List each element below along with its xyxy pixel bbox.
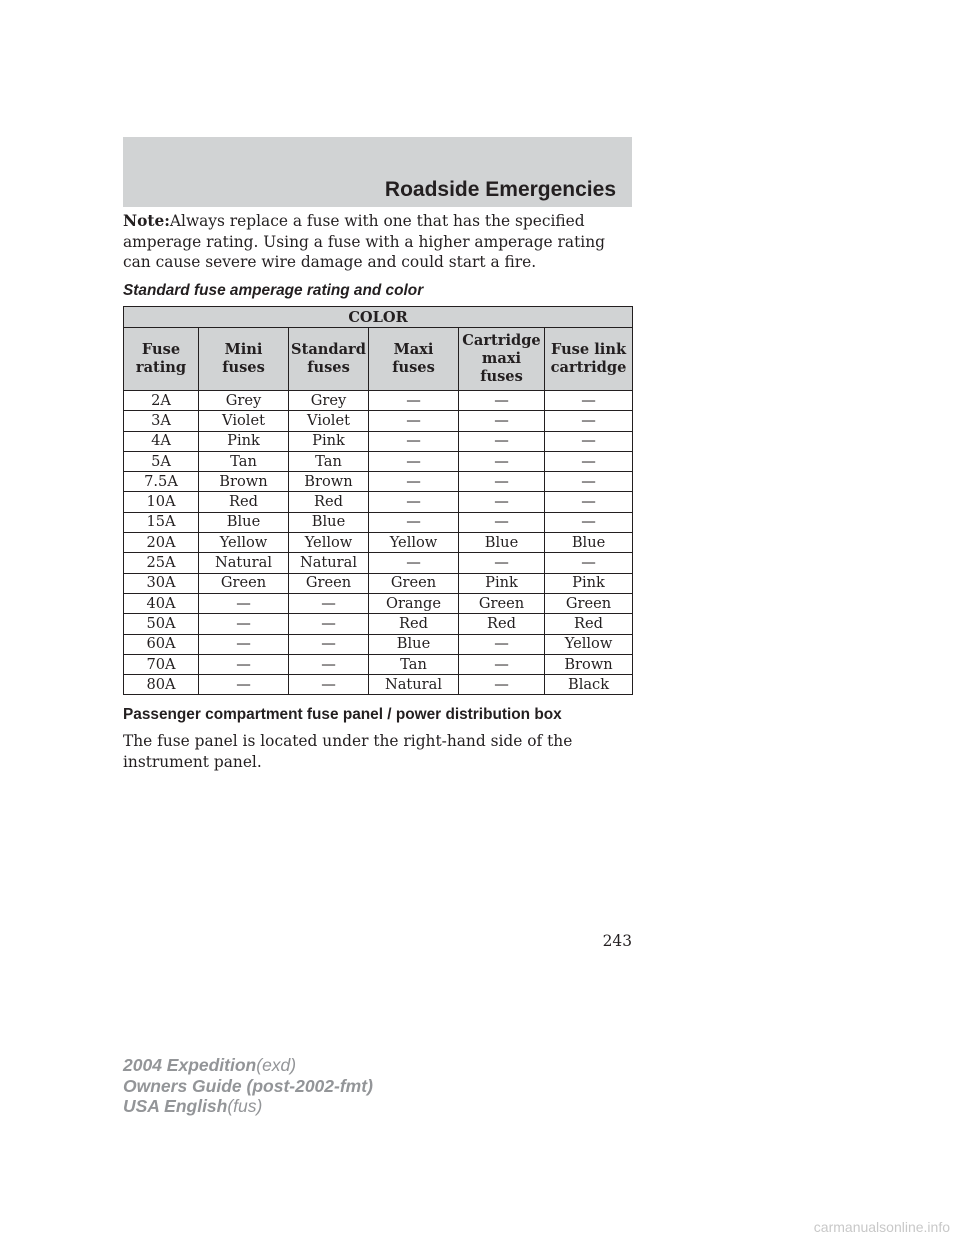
column-header-line: Maxi — [393, 341, 434, 358]
table-cell: Pink — [459, 573, 545, 593]
footer-vehicle-code: (exd) — [256, 1055, 297, 1075]
table-cell: — — [369, 472, 459, 492]
table-cell: Red — [369, 614, 459, 634]
table-cell: Red — [199, 492, 289, 512]
table-cell: Green — [369, 573, 459, 593]
column-header — [459, 328, 545, 391]
table-title: Standard fuse amperage rating and color — [123, 282, 424, 299]
table-row — [124, 472, 633, 492]
table-cell: 20A — [124, 533, 199, 553]
table-cell: — — [369, 492, 459, 512]
column-header-line: rating — [135, 359, 187, 376]
table-row — [124, 512, 633, 532]
table-cell: Yellow — [545, 634, 633, 654]
table-cell: — — [545, 553, 633, 573]
table-cell: — — [459, 431, 545, 451]
footer-vehicle: 2004 Expedition — [123, 1055, 257, 1075]
table-row — [124, 391, 633, 411]
table-body — [124, 391, 633, 695]
table-row — [124, 675, 633, 695]
table-row — [124, 614, 633, 634]
table-row — [124, 654, 633, 674]
table-cell: Green — [545, 593, 633, 613]
table-cell: — — [199, 654, 289, 674]
table-cell: 3A — [124, 411, 199, 431]
column-header — [199, 328, 289, 391]
note-paragraph — [123, 211, 635, 273]
table-cell: Brown — [289, 472, 369, 492]
table-cell: 5A — [124, 451, 199, 471]
table-cell: Orange — [369, 593, 459, 613]
table-cell: Grey — [289, 391, 369, 411]
table-row — [124, 533, 633, 553]
page-number: 243 — [602, 932, 632, 950]
table-cell: 2A — [124, 391, 199, 411]
table-cell: Brown — [199, 472, 289, 492]
column-header-line: cartridge — [550, 359, 627, 376]
table-cell: Natural — [369, 675, 459, 695]
table-cell: Yellow — [199, 533, 289, 553]
table-row — [124, 451, 633, 471]
table-cell: — — [289, 614, 369, 634]
table-cell: 30A — [124, 573, 199, 593]
table-row — [124, 634, 633, 654]
body-paragraph: The fuse panel is located under the right-hand side of the instrument panel. — [123, 732, 573, 771]
table-cell: — — [369, 553, 459, 573]
table-cell: 7.5A — [124, 472, 199, 492]
column-header — [369, 328, 459, 391]
note-label: Note: — [123, 212, 170, 230]
table-cell: 15A — [124, 512, 199, 532]
column-header-line: fuses — [222, 359, 265, 376]
table-cell: Grey — [199, 391, 289, 411]
table-cell: — — [289, 654, 369, 674]
table-cell: 4A — [124, 431, 199, 451]
table-cell: — — [369, 391, 459, 411]
table-cell: — — [459, 553, 545, 573]
table-cell: Blue — [289, 512, 369, 532]
table-cell: Pink — [199, 431, 289, 451]
table-cell: Blue — [369, 634, 459, 654]
table-cell: Blue — [199, 512, 289, 532]
table-cell: 40A — [124, 593, 199, 613]
table-cell: — — [369, 431, 459, 451]
table-cell: — — [369, 411, 459, 431]
table-row — [124, 553, 633, 573]
table-cell: Tan — [199, 451, 289, 471]
table-row — [124, 593, 633, 613]
table-cell: Black — [545, 675, 633, 695]
table-cell: Tan — [289, 451, 369, 471]
table-column-header-row — [124, 328, 633, 391]
table-cell: Blue — [545, 533, 633, 553]
table-cell: 50A — [124, 614, 199, 634]
table-cell: Yellow — [289, 533, 369, 553]
table-cell: — — [459, 391, 545, 411]
table-cell: — — [369, 512, 459, 532]
table-cell: — — [289, 675, 369, 695]
table-cell: 70A — [124, 654, 199, 674]
table-cell: — — [459, 512, 545, 532]
section-title: Roadside Emergencies — [384, 178, 616, 201]
table-cell: Yellow — [369, 533, 459, 553]
table-cell: Natural — [199, 553, 289, 573]
table-cell: 10A — [124, 492, 199, 512]
column-header-line: fuses — [392, 359, 435, 376]
table-cell: Green — [199, 573, 289, 593]
table-row — [124, 492, 633, 512]
table-row — [124, 411, 633, 431]
table-cell: — — [459, 451, 545, 471]
table-cell: — — [199, 634, 289, 654]
column-header-line: maxi — [481, 350, 522, 367]
table-cell: — — [545, 391, 633, 411]
column-header-line: Cartridge — [462, 332, 541, 349]
table-cell: — — [459, 472, 545, 492]
table-cell: Red — [459, 614, 545, 634]
table-cell: Red — [289, 492, 369, 512]
table-cell: — — [545, 492, 633, 512]
column-header-line: Mini — [224, 341, 263, 358]
table-cell: — — [199, 593, 289, 613]
footer-language-code: (fus) — [227, 1096, 263, 1116]
column-header-line: fuses — [307, 359, 350, 376]
table-cell: Natural — [289, 553, 369, 573]
footer-language: USA English — [123, 1096, 228, 1116]
table-cell: Red — [545, 614, 633, 634]
table-cell: — — [459, 675, 545, 695]
table-cell: Blue — [459, 533, 545, 553]
table-cell: — — [199, 614, 289, 634]
table-cell: — — [545, 411, 633, 431]
table-cell: Pink — [545, 573, 633, 593]
table-cell: — — [545, 431, 633, 451]
column-header-line: Fuse link — [550, 341, 627, 358]
table-row — [124, 573, 633, 593]
column-header — [289, 328, 369, 391]
table-cell: — — [545, 472, 633, 492]
note-text: Always replace a fuse with one that has the specified amperage rating. Using a fuse with a higher amperage rating can cause severe wire damage and could start a fire. — [123, 212, 605, 271]
column-header-line: fuses — [480, 368, 523, 385]
table-cell: — — [199, 675, 289, 695]
table-cell: Tan — [369, 654, 459, 674]
table-cell: — — [289, 634, 369, 654]
table-cell: — — [459, 634, 545, 654]
section-heading: Passenger compartment fuse panel / power distribution box — [123, 706, 562, 723]
document-footer — [123, 1055, 373, 1117]
table-row — [124, 431, 633, 451]
column-header — [545, 328, 633, 391]
table-cell: Green — [289, 573, 369, 593]
table-cell: Pink — [289, 431, 369, 451]
table-cell: 80A — [124, 675, 199, 695]
footer-guide: Owners Guide (post-2002-fmt) — [123, 1075, 373, 1096]
table-cell: — — [545, 451, 633, 471]
table-group-header-row — [124, 307, 633, 328]
fuse-color-table — [123, 306, 633, 695]
color-group-header: COLOR — [124, 307, 633, 328]
table-cell: 60A — [124, 634, 199, 654]
table-cell: 25A — [124, 553, 199, 573]
watermark: carmanualsonline.info — [813, 1219, 950, 1235]
table-cell: — — [459, 411, 545, 431]
column-header-line: Standard — [291, 341, 366, 358]
table-cell: Violet — [289, 411, 369, 431]
table-cell: — — [289, 593, 369, 613]
column-header — [124, 328, 199, 391]
table-cell: — — [459, 492, 545, 512]
table-cell: Green — [459, 593, 545, 613]
section-header-band — [123, 137, 632, 207]
table-cell: Brown — [545, 654, 633, 674]
table-cell: — — [459, 654, 545, 674]
table-cell: — — [369, 451, 459, 471]
table-cell: — — [545, 512, 633, 532]
column-header-line: Fuse — [141, 341, 181, 358]
table-cell: Violet — [199, 411, 289, 431]
